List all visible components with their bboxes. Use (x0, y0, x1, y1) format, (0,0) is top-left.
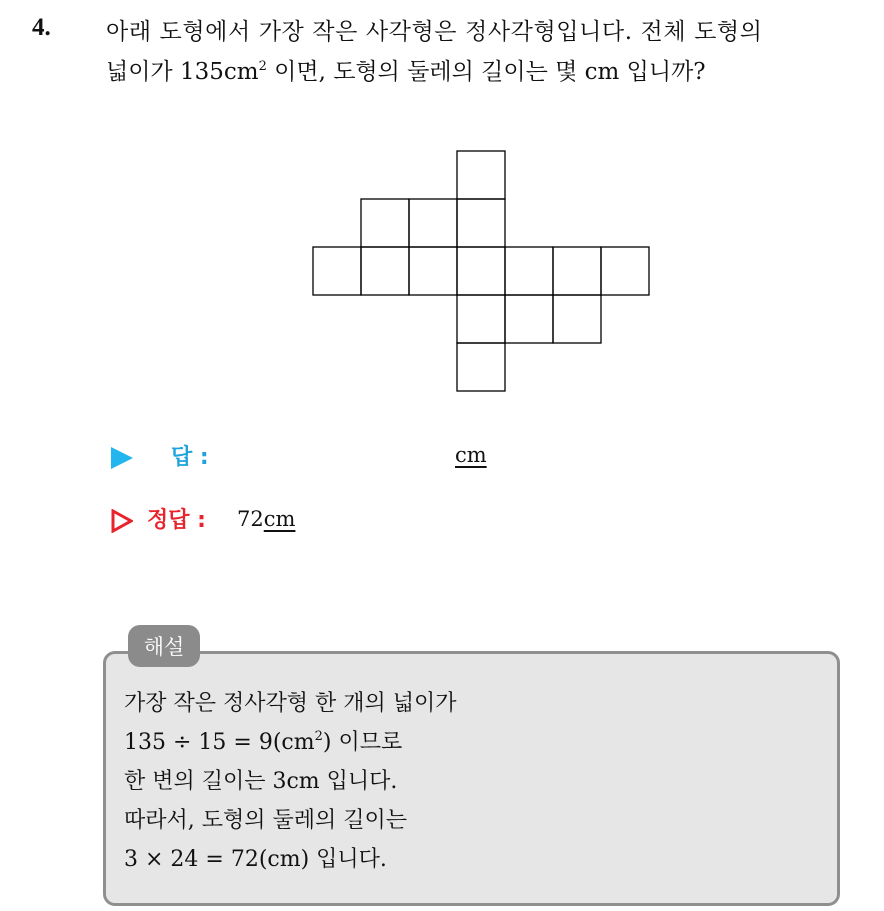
explanation-calc-rest: ) 이므로 (322, 730, 403, 755)
grid-square (505, 295, 553, 343)
explanation-line-2 (124, 723, 457, 762)
question-text-rest: 이면, 도형의 둘레의 길이는 몇 cm 입니까? (266, 59, 706, 85)
answer-label: 답 : (171, 445, 209, 470)
answer-row (111, 440, 561, 476)
play-triangle-icon (111, 447, 133, 469)
grid-square (313, 247, 361, 295)
explanation-line-3: 한 변의 길이는 3cm 입니다. (124, 769, 398, 794)
outline-triangle-icon (111, 509, 133, 533)
grid-square (505, 247, 553, 295)
grid-square (409, 247, 457, 295)
grid-square (457, 247, 505, 295)
grid-square (457, 343, 505, 391)
superscript-two: 2 (314, 729, 323, 744)
grid-square (457, 295, 505, 343)
correct-answer-label: 정답 : (147, 508, 206, 533)
explanation-tab: 해설 (128, 625, 200, 667)
explanation-calc: 135 ÷ 15 = 9(cm (124, 730, 315, 755)
answer-unit-blank[interactable]: cm (455, 443, 487, 467)
grid-square (553, 247, 601, 295)
grid-square (457, 199, 505, 247)
correct-answer-row (111, 503, 511, 539)
question-text-area: 넓이가 135cm (106, 59, 259, 85)
explanation-line-4: 따라서, 도형의 둘레의 길이는 (124, 808, 407, 833)
grid-square (553, 295, 601, 343)
grid-square (457, 151, 505, 199)
grid-square (409, 199, 457, 247)
correct-answer-value (237, 507, 295, 531)
superscript-two: 2 (258, 59, 267, 74)
correct-answer-unit: cm (263, 507, 296, 531)
grid-square (601, 247, 649, 295)
question-number: 4. (32, 14, 51, 41)
question-text-line-1: 아래 도형에서 가장 작은 사각형은 정사각형입니다. 전체 도형의 (106, 19, 763, 45)
explanation-line-5: 3 × 24 = 72(cm) 입니다. (124, 847, 387, 872)
grid-square (361, 247, 409, 295)
correct-answer-number: 72 (237, 507, 264, 531)
explanation-line-1: 가장 작은 정사각형 한 개의 넓이가 (124, 691, 457, 716)
explanation-text (124, 684, 457, 879)
grid-square (361, 199, 409, 247)
